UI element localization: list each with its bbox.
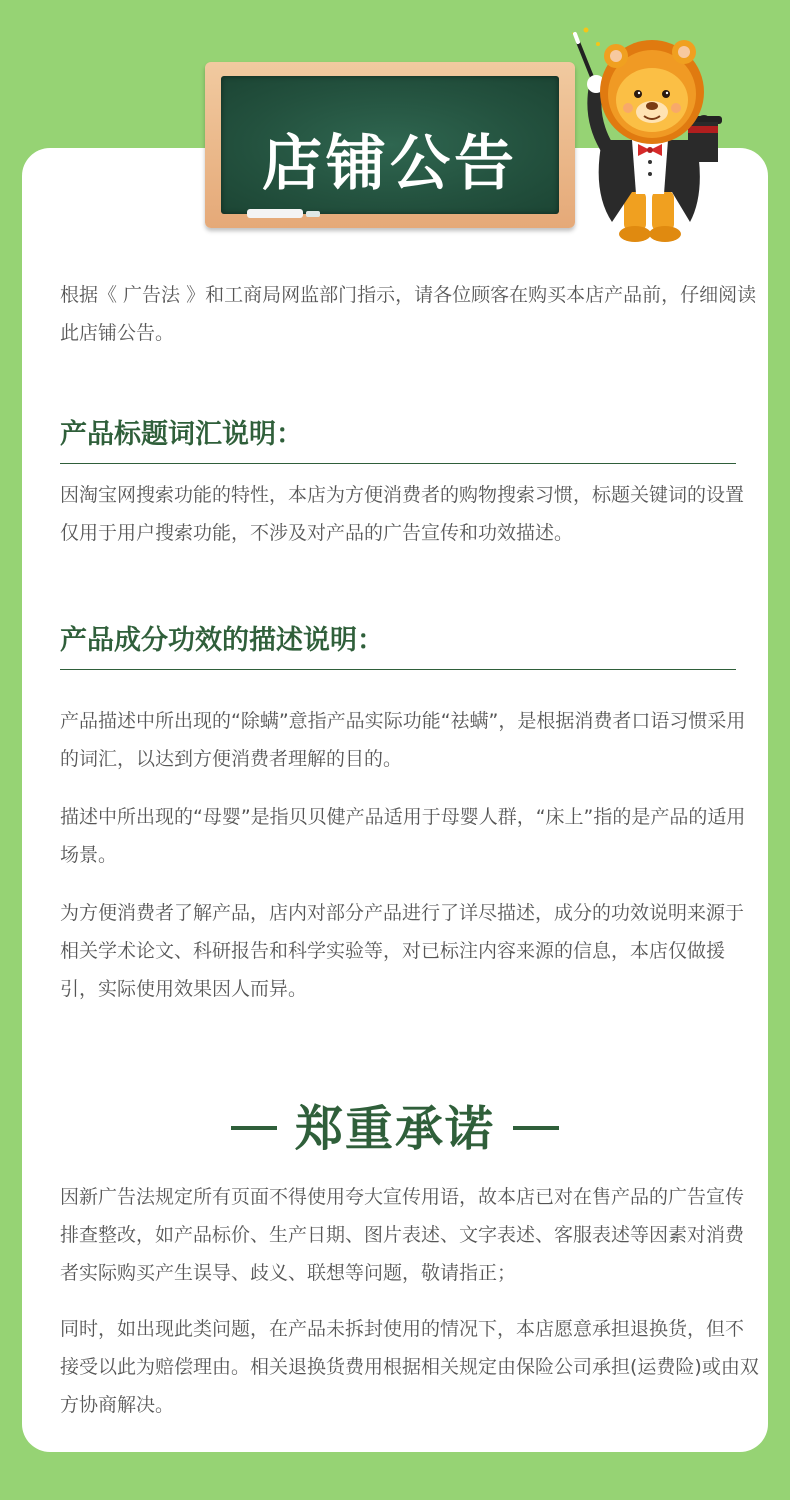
section-paragraph: 描述中所出现的“母婴”是指贝贝健产品适用于母婴人群，“床上”指的是产品的适用场景。 xyxy=(60,806,746,866)
section-title-ingredient-claims: 产品成分功效的描述说明： xyxy=(60,618,736,670)
chalkboard-header xyxy=(205,62,575,228)
section-paragraph: 产品描述中所出现的“除螨”意指产品实际功能“祛螨”，是根据消费者口语习惯采用的词汇，以达到方便消费者理解的目的。 xyxy=(60,710,746,770)
promise-title: 郑重承诺 xyxy=(294,1101,495,1157)
page-title: 店铺公告 xyxy=(262,129,518,199)
section-paragraph: 因淘宝网搜索功能的特性，本店为方便消费者的购物搜索习惯，标题关键词的设置仅用于用户搜索功能，不涉及对产品的广告宣传和功效描述。 xyxy=(60,484,745,544)
promise-paragraph: 因新广告法规定所有页面不得使用夸大宣传用语，故本店已对在售产品的广告宣传排查整改，如产品标价、生产日期、图片表述、文字表述、客服表述等因素对消费者实际购买产生误导、歧义、联想等问题，敬请指正； xyxy=(60,1186,745,1284)
section-title-product-titles: 产品标题词汇说明： xyxy=(60,412,736,464)
promise-heading xyxy=(0,1090,790,1159)
chalkboard-surface xyxy=(221,76,559,214)
section-paragraph: 为方便消费者了解产品，店内对部分产品进行了详尽描述，成分的功效说明来源于相关学术论文、科研报告和科学实验等，对已标注内容来源的信息，本店仅做援引，实际使用效果因人而异。 xyxy=(60,902,745,1000)
heading-dash-right xyxy=(513,1126,559,1130)
lion-magician-icon xyxy=(572,22,732,244)
promise-paragraph: 同时，如出现此类问题，在产品未拆封使用的情况下，本店愿意承担退换货，但不接受以此为赔偿理由。相关退换货费用根据相关规定由保险公司承担(运费险)或由双方协商解决。 xyxy=(60,1318,759,1416)
intro-text: 根据《 广告法 》和工商局网监部门指示，请各位顾客在购买本店产品前，仔细阅读此店铺公告。 xyxy=(60,284,757,344)
chalk-piece xyxy=(247,209,303,218)
chalk-eraser xyxy=(306,211,320,217)
heading-dash-left xyxy=(231,1126,277,1130)
